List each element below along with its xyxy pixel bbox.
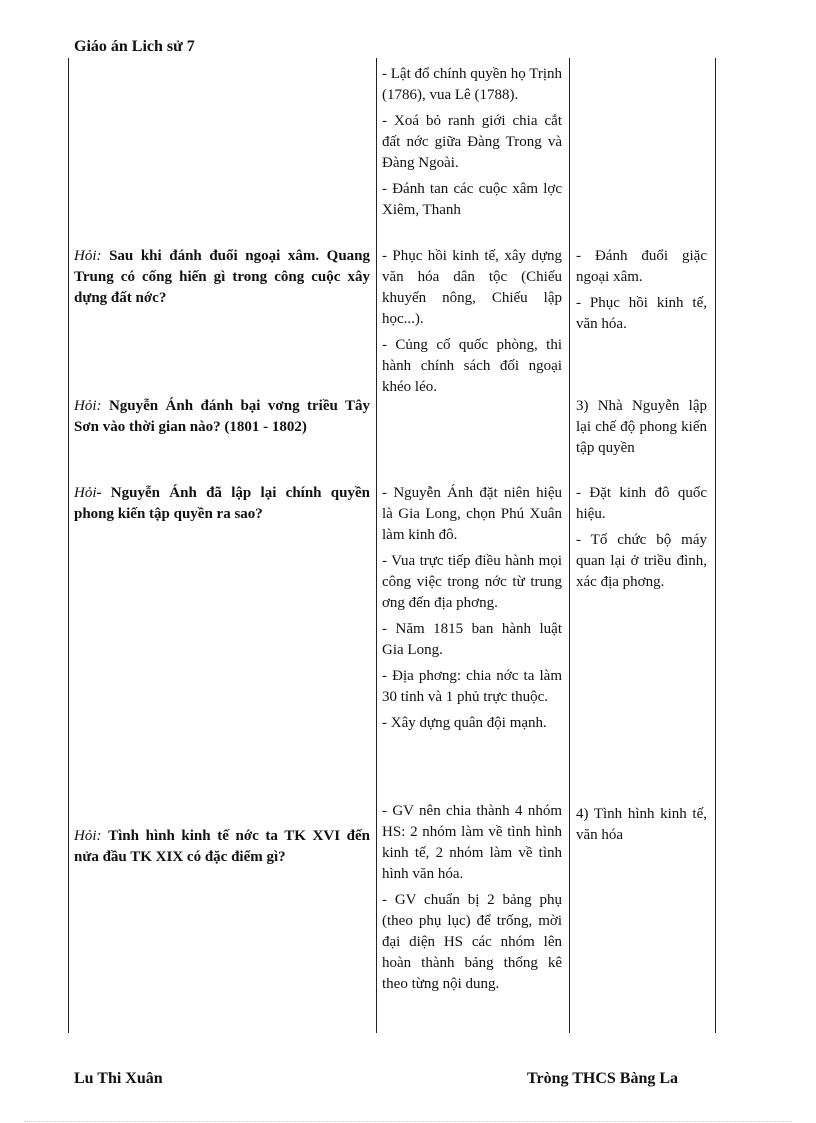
activity-paragraph: - GV nên chia thành 4 nhóm HS: 2 nhóm làm về tình hình kinh tế, 2 nhóm làm về tình hình văn hóa. [382,803,562,882]
activity-paragraph: - Nguyễn Ánh đặt niên hiệu là Gia Long, chọn Phú Xuân làm kinh đô. [382,485,562,543]
footer-author: Lu Thi Xuân [74,1070,163,1087]
row-3-question [74,483,370,525]
row-2-content [576,396,707,464]
activity-paragraph: - Đánh tan các cuộc xâm lợc Xiêm, Thanh [382,181,562,218]
activity-paragraph: - GV chuẩn bị 2 bảng phụ (theo phụ lục) để trống, mời đại diện HS các nhóm lên hoàn thành bảng thống kê theo từng nội dung. [382,892,562,992]
activity-paragraph: - Xoá bỏ ranh giới chia cắt đất nớc giữa Đàng Trong và Đàng Ngoài. [382,113,562,171]
footer-school: Tròng THCS Bàng La [527,1070,679,1087]
question-text: Nguyễn Ánh đánh bại vơng triều Tây Sơn vào thời gian nào? (1801 - 1802) [74,398,370,435]
row-4-question [74,826,370,868]
question-text: Tình hình kinh tế nớc ta TK XVI đến nửa đầu TK XIX có đặc điểm gì? [74,828,371,865]
content-paragraph: - Tổ chức bộ máy quan lại ở triều đình, xác địa phơng. [576,532,707,590]
question-prefix: Hỏi [74,485,97,501]
content-paragraph: - Phục hồi kinh tế, văn hóa. [576,295,707,332]
question-prefix: Hỏi: [74,828,102,844]
table-border-left [68,58,69,1033]
row-3-content [576,483,707,598]
question-text: Sau khi đánh đuổi ngoại xâm. Quang Trung có cống hiến gì trong công cuộc xây dựng đất nớc? [74,248,371,306]
table-border-col1 [376,58,377,1033]
page-header-title: Giáo án Lich sử 7 [74,38,195,55]
row-2-question [74,396,370,438]
content-paragraph: 3) Nhà Nguyễn lập lại chế độ phong kiến tập quyền [576,398,707,456]
activity-paragraph: - Địa phơng: chia nớc ta làm 30 tỉnh và 1 phủ trực thuộc. [382,668,562,705]
table-border-col2 [569,58,570,1033]
question-prefix: Hỏi: [74,398,102,414]
row-4-content [576,804,707,851]
row-3-activity [382,483,562,739]
row-4-activity [382,801,562,1000]
page-bottom-divider [24,1121,792,1122]
table-border-right [715,58,716,1033]
activity-paragraph: - Củng cố quốc phòng, thi hành chính sách đối ngoại khéo léo. [382,337,562,395]
row-1-question [74,246,370,309]
content-paragraph: - Đánh đuổi giặc ngoại xâm. [576,248,707,285]
row-1-activity [382,246,562,403]
activity-paragraph: - Lật đổ chính quyền họ Trịnh (1786), vua Lê (1788). [382,66,562,103]
row-0-activity [382,64,562,226]
row-1-content [576,246,707,340]
activity-paragraph: - Năm 1815 ban hành luật Gia Long. [382,621,562,658]
content-paragraph: 4) Tình hình kinh tế, văn hóa [576,806,707,843]
activity-paragraph: - Phục hồi kinh tế, xây dựng văn hóa dân tộc (Chiếu khuyến nông, Chiếu lập học...). [382,248,562,327]
question-prefix: Hỏi: [74,248,102,264]
content-paragraph: - Đặt kinh đô quốc hiệu. [576,485,707,522]
activity-paragraph: - Vua trực tiếp điều hành mọi công việc trong nớc từ trung ơng đến địa phơng. [382,553,562,611]
question-text: - Nguyễn Ánh đã lập lại chính quyền phong kiến tập quyền ra sao? [74,485,370,522]
activity-paragraph: - Xây dựng quân đội mạnh. [382,715,547,731]
